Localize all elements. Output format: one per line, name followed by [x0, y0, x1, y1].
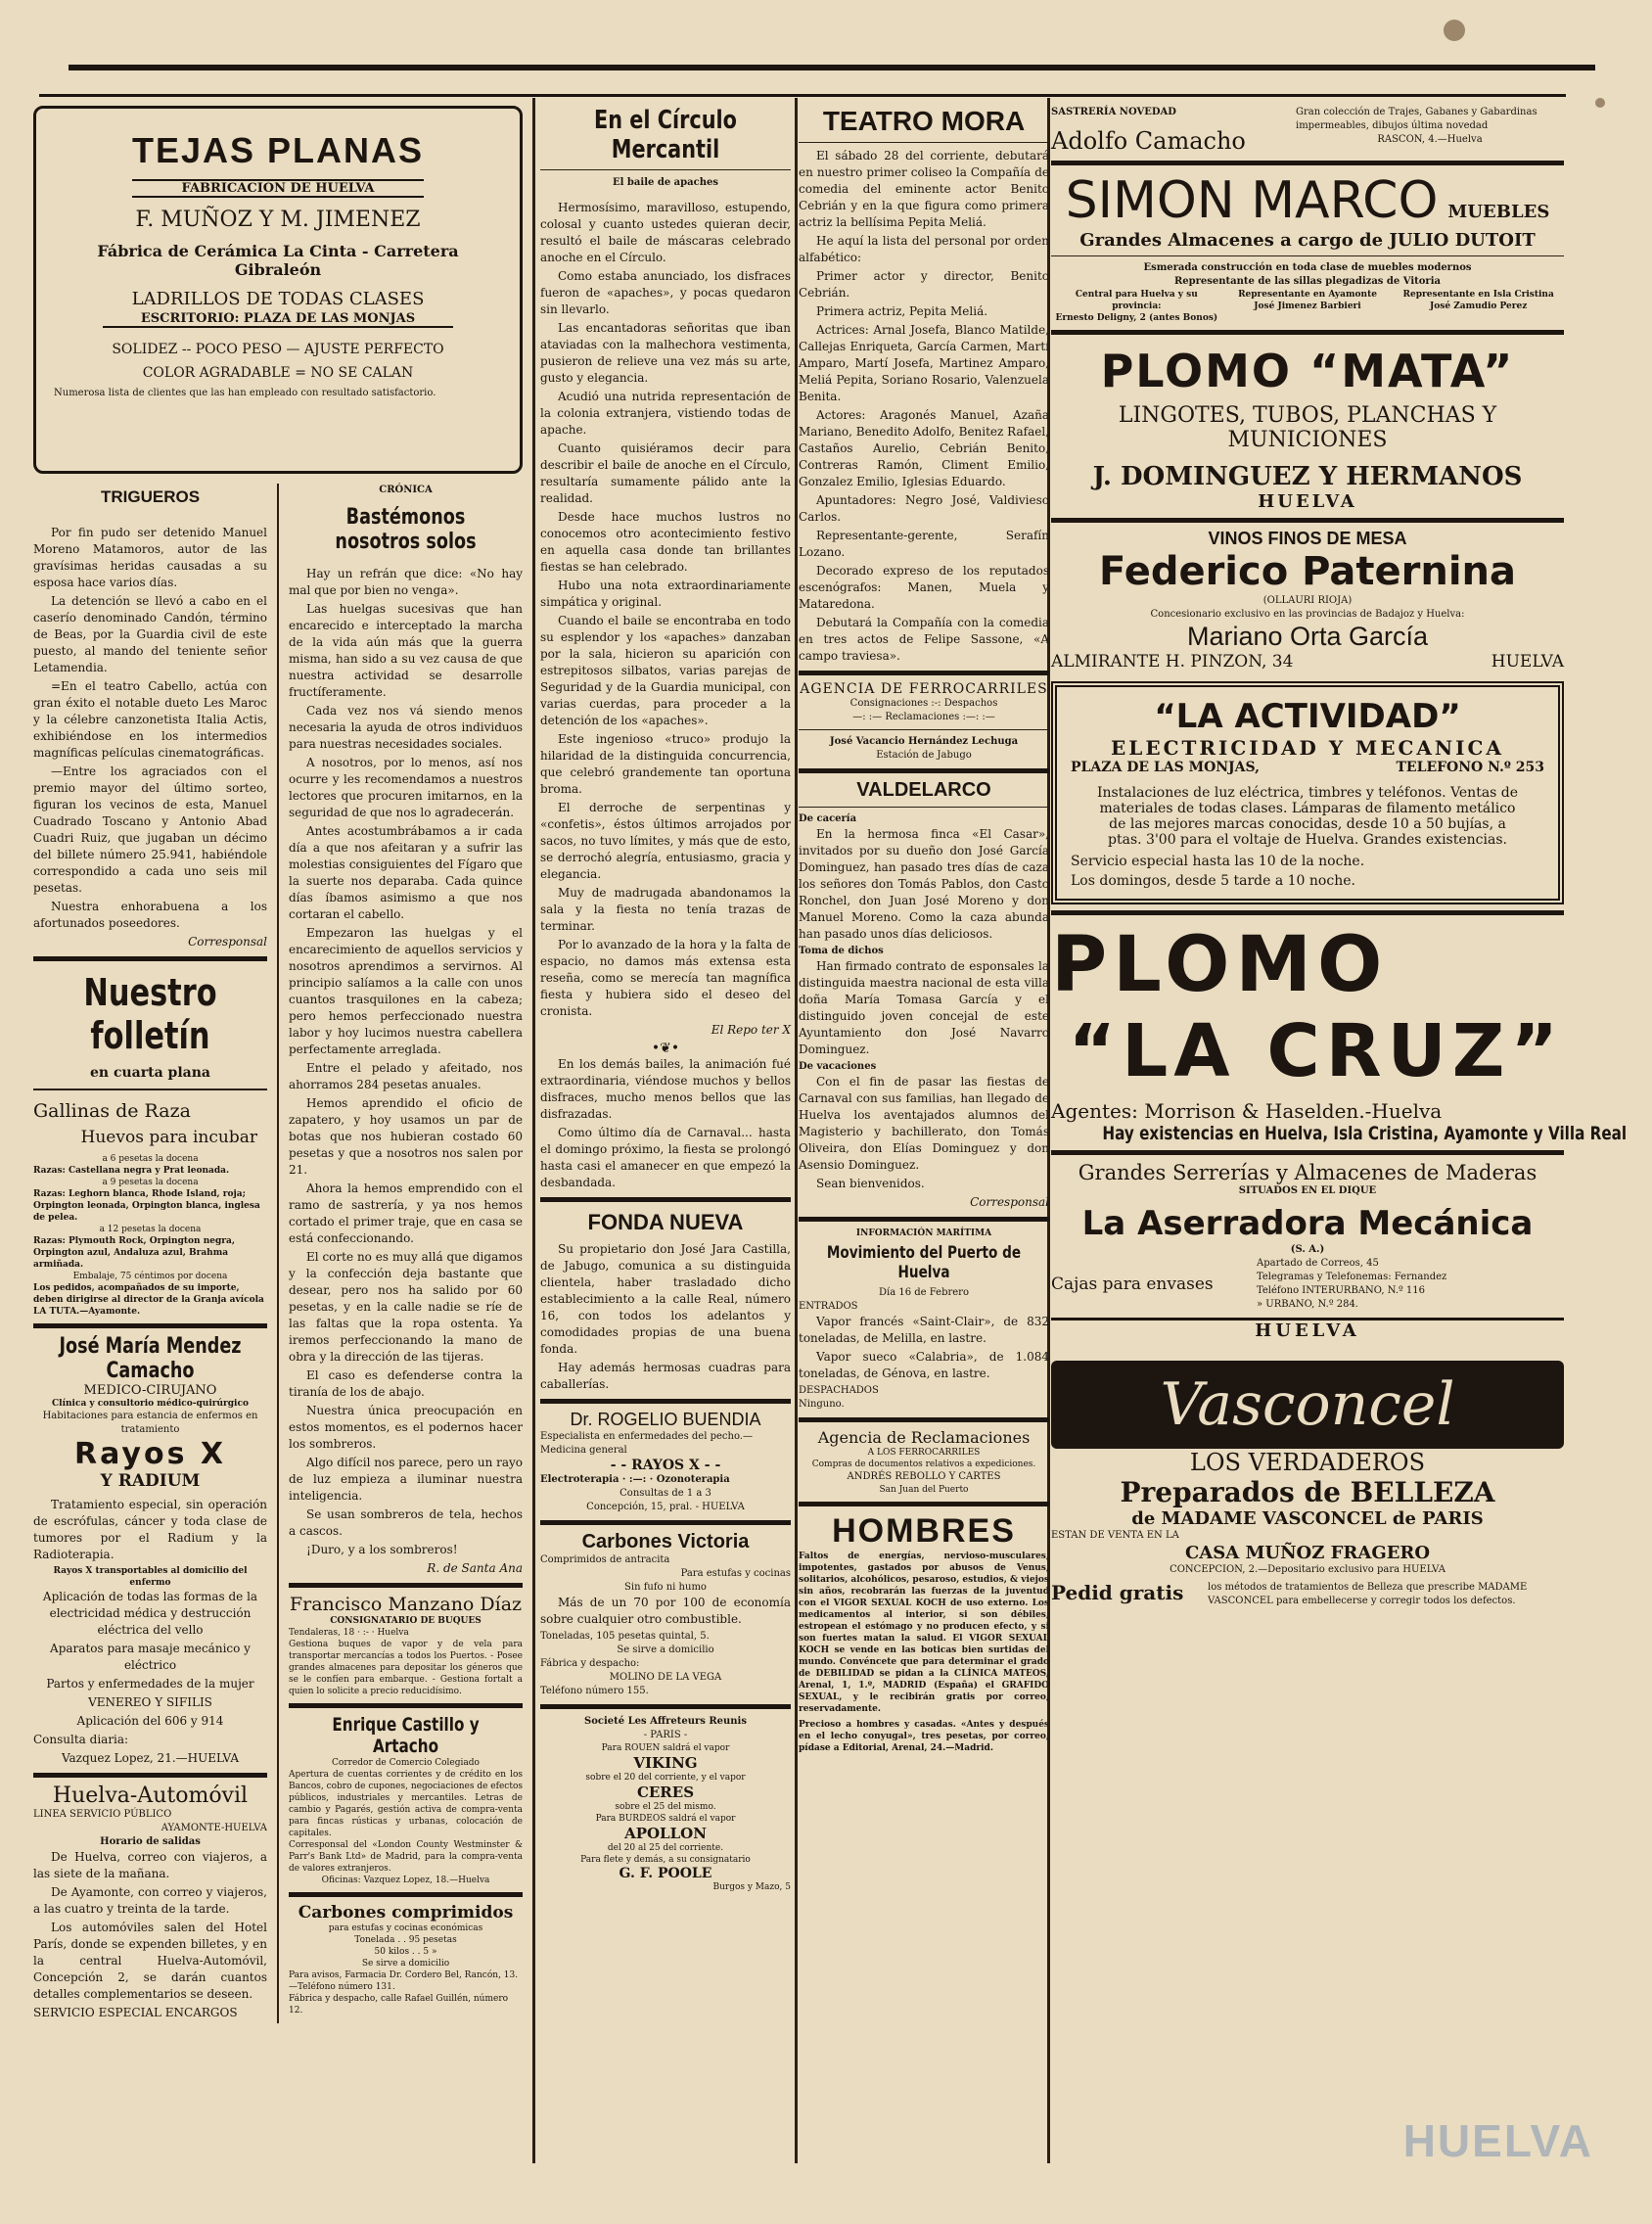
victoria-line: Fábrica y despacho:: [540, 1658, 640, 1669]
ad-color-line: COLOR AGRADABLE = NO SE CALAN: [142, 365, 414, 381]
simon-reps: [1051, 289, 1564, 324]
paragraph: El sábado 28 del corriente, debutará en nuestro primer coliseo la Compañía de comedia del eminente actor Benito Cebrián y en la que figura como primera actriz la bellísima Pepita Meliá.: [799, 149, 1049, 229]
manzano-address: Tendaleras, 18 · :- · Huelva: [289, 1628, 409, 1638]
maritima-line: DESPACHADOS: [799, 1385, 879, 1396]
paragraph: En los demás bailes, la animación fué extraordinaria, viéndose muchos y bellos disfraces, mucho menos bellos que las disfrazadas.: [540, 1057, 791, 1121]
agencia-fc-name: José Vacancio Hernández Lechuga: [829, 736, 1019, 747]
manzano-text: Gestiona buques de vapor y de vela para transportar mercancías a todos los Puertos. - Posee grandes almacenes para depositar los géneros que se le confíen para embarque. - Gestiona fortalt a quien lo solicite a precio reducidísimo.: [289, 1640, 523, 1696]
vinos-city: HUELVA: [1491, 652, 1564, 672]
subcolumn-right: [279, 484, 523, 2023]
carbones-title: Carbones comprimidos: [298, 1903, 514, 1923]
ad-clients: Numerosa lista de clientes que las han empleado con resultado satisfactorio.: [54, 388, 436, 398]
hombres-text: Precioso a hombres y casadas. «Antes y después en el lecho conyugal», tres pesetas, por correo, pídase a Editorial, Arenal, 24.—Madrid.: [799, 1720, 1049, 1753]
vasconcel-pedid-text: los métodos de tratamientos de Belleza que prescribe MADAME VASCONCEL para embellecerse y corregir todos los defectos.: [1208, 1582, 1528, 1606]
affreteurs-line: sobre el 20 del corriente, y el vapor: [585, 1773, 746, 1783]
column-3: [799, 106, 1049, 2210]
paragraph: Hubo una nota extraordinariamente simpática y original.: [540, 579, 791, 609]
sastreria-text: Gran colección de Trajes, Gabanes y Gabardinas impermeables, dibujos última novedad: [1296, 107, 1537, 131]
vasconcel-line: Preparados de BELLEZA: [1120, 1476, 1495, 1508]
folletin-title: Nuestro folletín: [83, 971, 217, 1057]
plomo-mata-title: PLOMO “MATA”: [1100, 345, 1515, 397]
ship-name: CERES: [636, 1784, 695, 1801]
paragraph: Hemos aprendido el oficio de zapatero, y hoy usamos un par de botas que nos hubieran costado 60 pesetas y que a nosotros nos salen por 21.: [289, 1096, 523, 1177]
rayos-home-line: Rayos X transportables al domicilio del enfermo: [53, 1566, 248, 1588]
orders-line: Los pedidos, acompañados de su importe, deben dirigirse al director de la Granja avícola LA TUTA.—Ayamonte.: [33, 1283, 264, 1317]
rule: [540, 1197, 791, 1202]
serrerias-sub: SITUADOS EN EL DIQUE: [1238, 1185, 1377, 1196]
ship-name: APOLLON: [624, 1825, 707, 1842]
sastreria-name: Adolfo Camacho: [1051, 127, 1246, 155]
paragraph: Vazquez Lopez, 21.—HUELVA: [61, 1751, 240, 1765]
paragraph: Acudió una nutrida representación de la colonia extranjera, vistiendo todas de apache.: [540, 390, 791, 437]
serrerias-city: HUELVA: [1051, 1318, 1564, 1341]
paragraph: Cada vez nos vá siendo menos necesaria la ayuda de otros individuos para nuestras necesidades sociales.: [289, 704, 523, 751]
paragraph: Algo difícil nos parece, pero un rayo de luz empieza a iluminar nuestra inteligencia.: [289, 1456, 524, 1503]
paragraph: Apuntadores: Negro José, Valdivieso Carlos.: [799, 493, 1049, 524]
ad-office: ESCRITORIO: PLAZA DE LAS MONJAS: [103, 311, 453, 328]
actividad-text: Instalaciones de luz eléctrica, timbres y teléfonos. Ventas de materiales de todas clases. Lámparas de filamento metálico de las mejores marcas conocidas, desde 10 a 50 bujías, a ptas. 3'00 para el voltaje de Huelva. Grandes existencias.: [1096, 785, 1519, 848]
serrerias-contact: [1257, 1257, 1564, 1312]
signature: Corresponsal: [188, 935, 267, 949]
paragraph: Aparatos para masaje mecánico y eléctrico: [50, 1642, 251, 1672]
rep-label: Representante en Isla Cristina: [1402, 290, 1554, 300]
rule: [540, 1399, 791, 1404]
rule: [799, 1417, 1049, 1422]
price-line: a 9 pesetas la docena: [102, 1178, 199, 1187]
affreteurs-line: sobre el 25 del mismo.: [615, 1802, 716, 1812]
vasconcel-line: LOS VERDADEROS: [1189, 1449, 1426, 1476]
affreteurs-title: Societé Les Affreteurs Reunis: [584, 1716, 747, 1727]
paragraph: Empezaron las huelgas y el encarecimiento de aquellos servicios y nosotros aprendimos a servirnos. Al principio salíamos a la calle con unos cuantos trasquilones en la cabeza; pero hemos perfeccionado nuestra labor y hoy lucimos nuestra cabellera perfectamente arreglada.: [289, 926, 523, 1056]
actividad-title: “LA ACTIVIDAD”: [1154, 697, 1461, 736]
sastreria-label: SASTRERÍA NOVEDAD: [1051, 107, 1176, 117]
plomo-mata-city: HUELVA: [1258, 491, 1357, 512]
signature: Corresponsal: [970, 1195, 1049, 1209]
paragraph: Con el fin de pasar las fiestas de Carnaval con sus familias, han llegado de Huelva los aventajados alumnos del Magisterio y bachillerato, don Tomás Oliveira, don Elías Dominguez y don Asensio Dominguez.: [799, 1075, 1049, 1172]
doctor-name: José María Mendez Camacho: [59, 1334, 242, 1383]
buendia-line: Consultas de 1 a 3: [620, 1488, 711, 1499]
rule: [33, 1323, 267, 1328]
actividad-sub: ELECTRICIDAD Y MECANICA: [1111, 736, 1504, 760]
maritima-kicker: INFORMACIÓN MARÍTIMA: [855, 1228, 992, 1238]
paragraph: =En el teatro Cabello, actúa con gran éxito el notable dueto Les Maroc y la célebre canzonetista Italia Actis, exhibiéndose en los intermedios magníficas películas cinematográficas.: [33, 679, 267, 760]
column-2: [540, 106, 791, 2210]
manzano-title: Francisco Manzano Díaz: [289, 1594, 523, 1615]
paragraph: Vapor sueco «Calabria», de 1.084 toneladas, de Génova, en lastre.: [799, 1350, 1049, 1380]
plomo-cruz-l1: PLOMO: [1051, 921, 1389, 1009]
paragraph: Actores: Aragonés Manuel, Azaña Mariano, Benedito Adolfo, Benitez Rafael, Castaños Aurelio, Cebrián Benito, Contreras Ramón, Climent Emilio, Gonzalez Emilio, Iglesias Eduardo.: [799, 408, 1049, 488]
column-4: [1051, 106, 1628, 2210]
plomo-cruz-agents: Agentes: Morrison & Haselden.-Huelva: [1051, 1099, 1443, 1123]
paragraph: Muy de madrugada abandonamos la sala y la fiesta no tenía trazas de terminar.: [540, 886, 791, 933]
subhead: Toma de dichos: [799, 946, 884, 956]
actividad-addr: PLAZA DE LAS MONJAS,: [1071, 760, 1261, 775]
price-line: a 12 pesetas la docena: [99, 1225, 202, 1234]
serrerias-line: Apartado de Correos, 45: [1257, 1258, 1379, 1269]
rule: [289, 1892, 523, 1897]
clinic-line: Clínica y consultorio médico-quirúrgico: [52, 1399, 249, 1409]
plomo-mata-company: J. DOMINGUEZ Y HERMANOS: [1092, 462, 1523, 491]
serrerias-line: » URBANO, N.º 284.: [1257, 1299, 1358, 1310]
paragraph: De Ayamonte, con correo y viajeros, a las cuatro y treinta de la tarde.: [33, 1885, 267, 1916]
paragraph: Los automóviles salen del Hotel París, donde se expenden billetes, y en la central Huelva-Automóvil, Concepción 2, se darán cuantos detalles complementarios se deseen.: [33, 1921, 267, 2001]
paragraph: Nuestra única preocupación en estos momentos, es el podernos hacer los sombreros.: [289, 1404, 523, 1451]
rule: [799, 142, 1049, 143]
rule: [1051, 330, 1564, 335]
castillo-title: Enrique Castillo y Artacho: [332, 1714, 480, 1757]
simon-title: SIMON MARCO: [1065, 171, 1439, 230]
rule: [1051, 1150, 1564, 1155]
serrerias-title: Grandes Serrerías y Almacenes de Maderas: [1078, 1161, 1537, 1184]
rule: [799, 729, 1049, 730]
victoria-line: Para estufas y cocinas: [680, 1568, 791, 1579]
buendia-line: Especialista en enfermedades del pecho.—Medicina general: [540, 1431, 753, 1456]
ink-stain: [1444, 20, 1465, 41]
breeds-line: Razas: Leghorn blanca, Rhode Island, roja; Orpington leonada, Orpington blanca, inglesa de pelea.: [33, 1189, 260, 1223]
vasconcel-pedid: [1051, 1581, 1564, 1608]
affreteurs-line: del 20 al 25 del corriente.: [607, 1843, 724, 1853]
maritima-date: Día 16 de Febrero: [879, 1287, 969, 1298]
carbones-sub: para estufas y cocinas económicas: [328, 1923, 483, 1933]
paragraph: Consulta diaria:: [33, 1733, 129, 1746]
simon-header: [1051, 171, 1564, 230]
agent-address: Burgos y Mazo, 5: [712, 1882, 791, 1892]
rule: [33, 956, 267, 961]
vasconcel-pedid-title: Pedid gratis: [1051, 1581, 1184, 1604]
carbones-line: Fábrica y despacho, calle Rafael Guillén, número 12.: [289, 1994, 509, 2016]
paragraph: El caso es defenderse contra la tiranía de los de abajo.: [289, 1368, 523, 1399]
paragraph: Como estaba anunciado, los disfraces fueron de «apaches», y pocas quedaron sin llevarlo.: [540, 269, 791, 316]
rep-value: José Jimenez Barbieri: [1254, 301, 1361, 311]
victoria-line: Comprimidos de antracita: [540, 1554, 670, 1565]
rule: [289, 1703, 523, 1708]
rep-col: [1393, 289, 1564, 324]
carbones-line: Para avisos, Farmacia Dr. Cordero Bel, Rancón, 13.—Teléfono número 131.: [289, 1970, 519, 1992]
paragraph: Por fin pudo ser detenido Manuel Moreno Matamoros, autor de las gravísimas heridas causadas a su esposa hace varios días.: [33, 526, 267, 589]
ad-factory: Fábrica de Cerámica La Cinta - Carretera Gibraleón: [97, 242, 459, 279]
radium: Y RADIUM: [100, 1471, 201, 1491]
paragraph: La detención se llevó a cabo en el caserío denominado Candón, término de Beas, por la Guardia civil de este puesto, al mando del teniente señor Letamendia.: [33, 594, 267, 674]
ad-title: TEJAS PLANAS: [131, 130, 425, 170]
line: AYAMONTE-HUELVA: [161, 1823, 267, 1833]
rep-label: Representante en Ayamonte: [1238, 290, 1377, 300]
circulo-title: En el Círculo Mercantil: [594, 106, 737, 164]
paragraph: Las encantadoras señoritas que iban ataviadas con la malhechora vestimenta, pusieron de relieve una vez más su arte, gusto y elegancia.: [540, 321, 791, 385]
paragraph: A nosotros, por lo menos, así nos ocurre y les recomendamos a nuestros lectores que procuren imitarnos, en la seguridad de que nos lo agradecerán.: [289, 756, 523, 819]
top-rule-secondary: [39, 94, 1566, 97]
paragraph: Las huelgas sucesivas que han encarecido e interceptado la marcha de la vida aún más que la guerra misma, han sido a su vez causa de que nuestra actividad se desarrolle fructíferamente.: [289, 602, 523, 699]
vinos-address-row: [1051, 652, 1564, 672]
reclamaciones-name: ANDRÉS REBOLLO Y CARTES: [847, 1471, 1001, 1482]
serrerias-sa: (S. A.): [1290, 1244, 1325, 1255]
paragraph: ¡Duro, y a los sombreros!: [306, 1543, 458, 1556]
serrerias-cajas: Cajas para envases: [1051, 1274, 1214, 1294]
packing-line: Embalaje, 75 céntimos por docena: [72, 1272, 228, 1281]
top-rule: [69, 65, 1595, 70]
reclamaciones-text: Compras de documentos relativos a expediciones.: [811, 1460, 1036, 1469]
simon-line: Representante de las sillas plegadizas de Vitoria: [1174, 276, 1441, 287]
buendia-rayos: - - RAYOS X - -: [610, 1458, 721, 1473]
victoria-title: Carbones Victoria: [581, 1531, 750, 1552]
breeds-line: Razas: Plymouth Rock, Orpington negra, Orpington azul, Andaluza azul, Brahma armiñada.: [33, 1236, 236, 1270]
paragraph: Antes acostumbrábamos a ir cada día a que nos afeitaran y a sufrir las molestias consiguientes del Fígaro que la suerte nos deparaba. Cada quince días íbamos asimismo a que nos cortaran el cabello.: [289, 824, 523, 921]
vasconcel-line: ESTAN DE VENTA EN LA: [1051, 1530, 1179, 1541]
serrerias-details: [1051, 1257, 1564, 1312]
actividad-line: Los domingos, desde 5 tarde a 10 noche.: [1071, 873, 1355, 889]
gallinas-sub: Huevos para incubar: [80, 1128, 257, 1147]
rule: [799, 768, 1049, 773]
paragraph: Aplicación de todas las formas de la electricidad médica y destrucción eléctrica del vello: [42, 1590, 258, 1637]
rule: [799, 1502, 1049, 1506]
vasconcel-logo: Vasconcel: [1160, 1370, 1455, 1439]
reclamaciones-sub: A LOS FERROCARRILES: [867, 1448, 981, 1458]
paragraph: Hay además hermosas cuadras para caballerías.: [540, 1361, 791, 1391]
rule: [1051, 255, 1564, 256]
rep-col: [1051, 289, 1222, 324]
paragraph: Decorado expreso de los reputados escenógrafos: Manen, Muela y Mataredona.: [799, 564, 1049, 611]
cronica-title: Bastémonos nosotros solos: [335, 505, 477, 554]
subhead: De vacaciones: [799, 1061, 877, 1072]
gallinas-title: Gallinas de Raza: [33, 1100, 191, 1122]
rule: [799, 1217, 1049, 1222]
rep-value: Ernesto Deligny, 2 (antes Bonos): [1055, 313, 1218, 323]
ad-sastreria: [1051, 106, 1564, 155]
carbones-line: Tonelada . . 95 pesetas: [354, 1935, 457, 1945]
paragraph: Primera actriz, Pepita Meliá.: [816, 304, 988, 318]
buendia-line: Electroterapia · :—: · Ozonoterapia: [540, 1474, 730, 1485]
rule: [289, 1583, 523, 1588]
vasconcel-addr: CONCEPCION, 2.—Depositario exclusivo para HUELVA: [1170, 1564, 1446, 1575]
fonda-title: FONDA NUEVA: [587, 1210, 744, 1234]
rule: [1051, 910, 1564, 915]
plomo-cruz-l2: “LA CRUZ”: [1068, 1009, 1564, 1093]
line: Horario de salidas: [100, 1836, 201, 1847]
ship-name: VIKING: [633, 1754, 698, 1772]
victoria-line: Toneladas, 105 pesetas quintal, 5.: [540, 1631, 710, 1642]
plomo-cruz-stock: Hay existencias en Huelva, Isla Cristina, Ayamonte y Villa Real: [1102, 1123, 1628, 1144]
manzano-sub: CONSIGNATARIO DE BUQUES: [330, 1616, 482, 1626]
victoria-line: MOLINO DE LA VEGA: [609, 1672, 722, 1683]
rule: [799, 807, 1049, 808]
vasconcel-shop: CASA MUÑOZ FRAGERO: [1184, 1543, 1431, 1563]
rep-value: José Zamudio Perez: [1430, 301, 1528, 311]
paragraph: VENEREO Y SIFILIS: [88, 1695, 212, 1709]
signature: R. de Santa Ana: [427, 1561, 523, 1575]
paragraph: El derroche de serpentinas y «confetis», éstos últimos arrojados por sacos, no tuvo límites, y más que de esto, se derrochó alegría, entusiasmo, gracia y elegancia.: [540, 801, 791, 881]
reclamaciones-title: Agencia de Reclamaciones: [817, 1428, 1031, 1447]
agent-name: G. F. POOLE: [619, 1866, 712, 1881]
rule: [1051, 161, 1564, 165]
ink-stain: [1595, 98, 1605, 108]
paragraph: Hay un refrán que dice: «No hay mal que por bien no venga».: [289, 567, 523, 597]
ad-qualities: SOLIDEZ -- POCO PESO — AJUSTE PERFECTO: [112, 342, 444, 357]
victoria-line: Sin fufo ni humo: [624, 1582, 707, 1593]
paragraph: Aplicación del 606 y 914: [76, 1714, 224, 1728]
agencia-fc-addr: Estación de Jabugo: [876, 750, 972, 761]
paragraph: Hermosísimo, maravilloso, estupendo, colosal y cuanto ustedes quieran decir, resultó el baile de máscaras celebrado anoche en el Círculo.: [540, 201, 791, 264]
agencia-fc-line: Consignaciones :-: Despachos: [849, 698, 998, 709]
archive-watermark: HUELVA: [1402, 2115, 1593, 2166]
valdelarco-title: VALDELARCO: [856, 779, 991, 801]
paragraph: Primer actor y director, Benito Cebrián.: [799, 269, 1049, 300]
maritima-line: Ninguno.: [799, 1399, 845, 1410]
breeds-line: Razas: Castellana negra y Prat leonada.: [33, 1166, 230, 1176]
plomo-mata-line: LINGOTES, TUBOS, PLANCHAS Y MUNICIONES: [1118, 403, 1497, 452]
paragraph: Cuanto quisiéramos decir para describir el baile de anoche en el Círculo, resultaría sumamente pálido ante la realidad.: [540, 441, 791, 505]
castillo-sub: Corredor de Comercio Colegiado: [332, 1758, 480, 1768]
actividad-line: Servicio especial hasta las 10 de la noche.: [1071, 854, 1365, 869]
paragraph: Representante-gerente, Serafín Lozano.: [799, 529, 1049, 559]
circulo-sub: El baile de apaches: [613, 177, 718, 188]
rep-col: [1222, 289, 1394, 324]
agencia-fc-line: —: :— Reclamaciones :—: :—: [852, 712, 995, 722]
affreteurs-line: Para flete y demás, a su consignatario: [580, 1855, 751, 1865]
reclamaciones-addr: San Juan del Puerto: [879, 1485, 969, 1495]
rule: [540, 169, 791, 170]
vinos-origin: (OLLAURI RIOJA): [1262, 595, 1353, 606]
paragraph: Más de un 70 por 100 de economía sobre cualquier otro combustible.: [540, 1596, 791, 1626]
sastreria-addr: RASCON, 4.—Huelva: [1377, 134, 1483, 145]
subhead: De cacería: [799, 813, 857, 824]
paragraph: He aquí la lista del personal por orden alfabético:: [799, 234, 1049, 264]
paragraph: Se usan sombreros de tela, hechos a cascos.: [289, 1507, 523, 1538]
paragraph: —Entre los agraciados con el premio mayor del último sorteo, figuran los vecinos de esta, Manuel Cuadrado Toscano y Antonio Abad Cuadri Ruiz, que jugaban un décimo del billete número 25.941, habiéndole correspondido a cada uno seis mil pesetas.: [33, 764, 267, 895]
maritima-line: ENTRADOS: [799, 1301, 858, 1312]
ornament: •❦•: [651, 1041, 680, 1056]
actividad-tel: TELEFONO N.º 253: [1396, 760, 1544, 775]
price-line: a 6 pesetas la docena: [102, 1154, 199, 1164]
ad-owners: F. MUÑOZ Y M. JIMENEZ: [135, 208, 421, 232]
paragraph: En la hermosa finca «El Casar», invitados por su dueño don José García Dominguez, han pasado tres días de caza los señores don Tomás Pablos, don Casto Ronchel, don Juan José Moreno y don Manuel Moreno. Como la caza abunda han pasado unos días deliciosos.: [799, 827, 1049, 941]
vinos-line: Concesionario exclusivo en las provincias de Badajoz y Huelva:: [1150, 609, 1465, 620]
paragraph: Nuestra enhorabuena a los afortunados poseedores.: [33, 900, 267, 930]
victoria-line: Teléfono número 155.: [540, 1686, 649, 1696]
column-divider: [532, 98, 535, 2163]
hombres-title: HOMBRES: [832, 1512, 1016, 1550]
column-1: [33, 106, 523, 2210]
rule: [1051, 518, 1564, 523]
paragraph: Partos y enfermedades de la mujer: [46, 1677, 254, 1691]
carbones-line: 50 kilos . . 5 »: [374, 1947, 437, 1957]
line: LINEA SERVICIO PÚBLICO: [33, 1809, 172, 1820]
paragraph: Vapor francés «Saint-Clair», de 832 toneladas, de Melilla, en lastre.: [799, 1315, 1049, 1345]
subcolumn-left: [33, 484, 279, 2023]
rule: [540, 1520, 791, 1525]
paragraph: Por lo avanzado de la hora y la falta de espacio, no damos más extensa esta reseña, como se merecía tan magnífica fiesta y hubiera sido el deseo del cronista.: [540, 938, 791, 1018]
actividad-contact: [1071, 760, 1544, 775]
vinos-addr: ALMIRANTE H. PINZON, 34: [1051, 652, 1294, 672]
paragraph: De Huelva, correo con viajeros, a las siete de la mañana.: [33, 1850, 267, 1880]
paragraph: Han firmado contrato de esponsales la distinguida maestra nacional de esta villa doña María Tomasa García y el distinguido joven concejal de este Ayuntamiento don José Navarro Dominguez.: [799, 959, 1049, 1056]
ad-subtitle: FABRICACIÓN DE HUELVA: [132, 179, 424, 198]
paragraph: Este ingenioso «truco» produjo la hilaridad de la distinguida concurrencia, que celebró grandemente tan oportuna broma.: [540, 732, 791, 796]
rule: [33, 1773, 267, 1778]
victoria-line: Se sirve a domicilio: [617, 1645, 714, 1655]
vasconcel-line: de MADAME VASCONCEL de PARIS: [1131, 1508, 1484, 1529]
cronica-kicker: CRÓNICA: [379, 485, 433, 495]
buendia-title: Dr. ROGELIO BUENDIA: [570, 1410, 761, 1429]
affreteurs-line: Para ROUEN saldrá el vapor: [601, 1743, 730, 1753]
paragraph: Sean bienvenidos.: [816, 1177, 925, 1190]
simon-muebles: MUEBLES: [1447, 202, 1550, 222]
rule: [33, 1089, 267, 1090]
paragraph: SERVICIO ESPECIAL ENCARGOS: [33, 2006, 238, 2019]
ad-la-actividad: [1051, 681, 1564, 904]
vasconcel-logo-banner: [1051, 1361, 1564, 1449]
section-title: TRIGUEROS: [100, 487, 201, 506]
vinos-title: VINOS FINOS DE MESA: [1208, 529, 1407, 548]
paragraph: Debutará la Compañía con la comedia en tres actos de Felipe Sassone, «A campo traviesa».: [799, 616, 1049, 663]
doctor-title: MEDICO-CIRUJANO: [83, 1383, 217, 1398]
paragraph: Desde hace muchos lustros no conocemos otro acontecimiento festivo en aquella casa donde tan brillantes fiestas se han celebrado.: [540, 510, 791, 574]
rule: [540, 1704, 791, 1709]
affreteurs-line: Para BURDEOS saldrá el vapor: [595, 1814, 736, 1824]
signature: El Repo ter X: [711, 1023, 791, 1037]
sastreria-left: [1051, 106, 1296, 155]
paragraph: Entre el pelado y afeitado, nos ahorramos 284 pesetas anuales.: [289, 1061, 523, 1091]
carbones-line: Se sirve a domicilio: [361, 1959, 450, 1969]
agencia-fc-title: AGENCIA DE FERROCARRILES: [800, 681, 1048, 697]
simon-line: Esmerada construcción en toda clase de muebles modernos: [1143, 262, 1472, 273]
castillo-text: Corresponsal del «London County Westminster & Parr's Bank Ltd» de Madrid, para la compra-venta de valores extranjeros.: [289, 1840, 523, 1874]
ad-tejas-planas: [33, 106, 523, 474]
rep-label: Central para Huelva y su provincia:: [1075, 290, 1198, 311]
serrerias-line: Teléfono INTERURBANO, N.º 116: [1257, 1285, 1425, 1296]
ad-product: LADRILLOS DE TODAS CLASES: [131, 289, 425, 309]
paragraph: Tratamiento especial, sin operación de escrófulas, cáncer y toda clase de tumores por el Radium y la Radioterapia.: [33, 1498, 267, 1561]
automovil-title: Huelva-Automóvil: [52, 1784, 249, 1808]
paragraph: Ahora la hemos emprendido con el ramo de sastrería, y ya nos hemos cortado el primer traje, que en casa se está confeccionando.: [289, 1182, 523, 1245]
vinos-name: Mariano Orta García: [1186, 622, 1429, 651]
buendia-line: Concepción, 15, pral. - HUELVA: [586, 1502, 745, 1512]
folletin-sub: en cuarta plana: [90, 1065, 210, 1081]
column-1-split: [33, 484, 523, 2023]
affreteurs-line: - PARIS -: [643, 1730, 688, 1740]
teatro-title: TEATRO MORA: [822, 106, 1026, 136]
paragraph: El corte no es muy allá que digamos y la confección deja bastante que desear, pero nos ha salido por 60 pesetas, y en la calle nadie se ríe de las faltas que la ropa ostenta. Ya iremos perfeccionando la mano de obra y la dirección de las tijeras.: [289, 1250, 523, 1364]
castillo-text: Apertura de cuentas corrientes y de crédito en los Bancos, cobro de cupones, negociaciones de efectos públicos, industriales y mercantiles. Letras de cambio y Pagarés, gestión activa de compra-venta para fincas rústicas y urbanas, colocación de capitales.: [289, 1770, 523, 1838]
paragraph: Cuando el baile se encontraba en todo su esplendor y los «apaches» danzaban por la sala, hicieron su aparición con estrepitosos silbatos, varias parejas de Seguridad y de la Guardia municipal, con varias cuerdas, para proceder a la detención de los «apaches».: [540, 614, 791, 727]
maritima-title: Movimiento del Puerto de Huelva: [826, 1243, 1022, 1282]
rule: [799, 671, 1049, 675]
paragraph: Actrices: Arnal Josefa, Blanco Matilde, Callejas Enriqueta, García Carmen, Martí Amparo, Martí Josefa, Martinez Amparo, Meliá Pepita, Soriano Rosario, Valenzuela Benita.: [799, 323, 1049, 403]
serrerias-name: La Aserradora Mecánica: [1081, 1204, 1534, 1243]
paragraph: Como último día de Carnaval... hasta el domingo próximo, la fiesta se prolongó hasta casi el amanecer en que empezó la desbandada.: [540, 1126, 791, 1189]
simon-sub: Grandes Almacenes a cargo de JULIO DUTOIT: [1079, 230, 1536, 251]
sastreria-right: [1296, 106, 1564, 147]
paragraph: Su propietario don José Jara Castilla, de Jabugo, comunica a su distinguida clientela, haber trasladado dicho establecimiento a la calle Real, número 16, con todos los adelantos y comodidades propias de una buena fonda.: [540, 1242, 791, 1356]
serrerias-line: Telegramas y Telefonemas: Fernandez: [1257, 1272, 1447, 1282]
vinos-brand: Federico Paternina: [1098, 549, 1516, 594]
column-divider: [795, 98, 798, 2163]
castillo-offices: Oficinas: Vazquez Lopez, 18.—Huelva: [321, 1876, 490, 1885]
rayos-x: Rayos X: [73, 1437, 227, 1471]
hombres-text: Faltos de energías, nervioso-musculares, impotentes, gastados por abusos de Venus, solitarios, alcohólicos, pesaroso, estudios, & viejos sin años, recobrarán las fuerzas de la juventud con el VIGOR SEXUAL KOCH de uso externo. Los medicamentos al interior, si son débiles, estropean el estómago y no producen efecto, y si son fuertes matan la salud. El VIGOR SEXUAL KOCH se vende en las boticas bien surtidas del mundo. Convéncete que para determinar el grado de DEBILIDAD se pidan a la CLÍNICA MATEOS, Arenal, 1, 1.º, MADRID (España) el GRAFIDO SEXUAL, y le recibirán gratis por correo, reservadamente.: [799, 1552, 1049, 1714]
stay-line: Habitaciones para estancia de enfermos en tratamiento: [42, 1411, 258, 1435]
